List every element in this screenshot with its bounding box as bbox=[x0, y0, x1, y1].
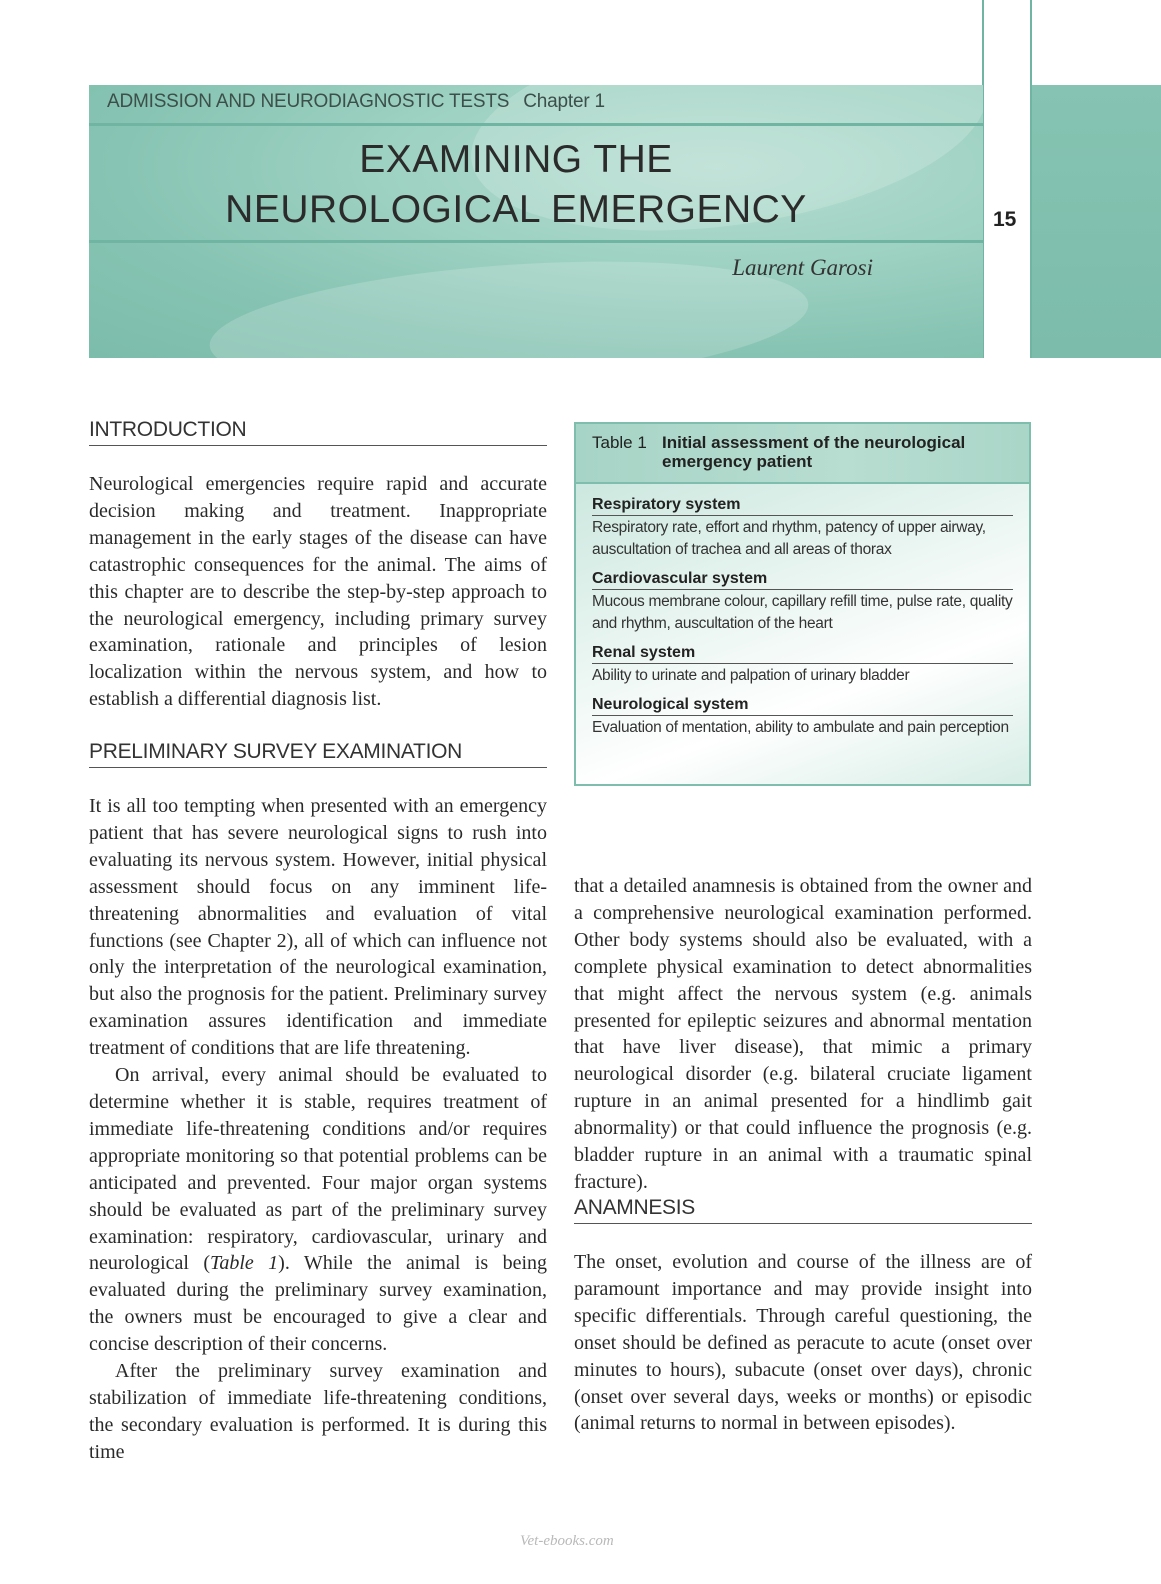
preliminary-continuation bbox=[574, 873, 1032, 1196]
table-row-heading: Neurological system bbox=[592, 692, 1013, 716]
assessment-table bbox=[574, 422, 1031, 786]
author-name: Laurent Garosi bbox=[732, 255, 873, 280]
paragraph: It is all too tempting when presented with an emergency patient that has severe neurological signs to rush into evaluating its nervous system. However, initial physical assessment should focus on any imminent life-threatening abnormalities and evaluation of vital functions (see Chapter 2), all of which can influence not only the interpretation of the neurological examination, but also the prognosis for the patient. Preliminary survey examination assures identification and immediate treatment of conditions that are life threatening. bbox=[89, 795, 547, 1060]
banner-texture bbox=[206, 244, 813, 358]
table-label: Table 1 bbox=[592, 433, 647, 452]
banner-rule bbox=[89, 123, 983, 126]
table-reference[interactable]: Table 1 bbox=[210, 1252, 279, 1275]
table-row-heading: Cardiovascular system bbox=[592, 566, 1013, 590]
paragraph: After the preliminary survey examination and stabilization of immediate life-threatening conditions, the secondary evaluation is performed. It is during this time bbox=[89, 1360, 547, 1463]
paragraph: that a detailed anamnesis is obtained from the owner and a comprehensive neurological examination performed. Other body systems should also be evaluated, with a complete physical examination to detect abnormalities that might affect the nervous system (e.g. animals presented for epileptic seizures and abnormal mentation that have liver disease), that mimic a primary neurological disorder (e.g. bilateral cruciate ligament rupture in an animal presented for a hindlimb gait abnormality) or that could influence the prognosis (e.g. bladder rupture in an animal with a traumatic spinal fracture). bbox=[574, 875, 1032, 1193]
table-row-heading: Renal system bbox=[592, 640, 1013, 664]
table-row-text: Ability to urinate and palpation of urinary bladder bbox=[592, 667, 910, 684]
paragraph: The onset, evolution and course of the illness are of paramount importance and may provide insight into specific differentials. Through careful questioning, the onset should be defined as peracute to acute (onset over minutes to hours), subacute (onset over days), chronic (onset over several days, weeks or months) or episodic (animal returns to normal in between episodes). bbox=[574, 1251, 1032, 1435]
chapter-title bbox=[89, 135, 943, 235]
paragraph-text: ). While the animal is being evaluated during the preliminary survey examination, the owners must be encouraged to give a clear and concise description of their concerns. bbox=[89, 1252, 547, 1356]
chapter-title-line: NEUROLOGICAL EMERGENCY bbox=[225, 188, 807, 231]
table-row-text: Mucous membrane colour, capillary refill time, pulse rate, quality and rhythm, auscultation of the heart bbox=[592, 593, 1013, 632]
anamnesis-body bbox=[574, 1249, 1032, 1437]
banner-tab bbox=[1032, 85, 1161, 358]
table-row-heading: Respiratory system bbox=[592, 492, 1013, 516]
preliminary-body bbox=[89, 793, 547, 1466]
section-heading-preliminary: PRELIMINARY SURVEY EXAMINATION bbox=[89, 740, 547, 768]
table-title: Initial assessment of the neurological emergency patient bbox=[662, 433, 966, 471]
running-head-section: ADMISSION AND NEURODIAGNOSTIC TESTS bbox=[107, 91, 510, 112]
paragraph-text: On arrival, every animal should be evaluated to determine whether it is stable, requires treatment of immediate life-threatening conditions and/or requires appropriate monitoring so that potential problems can be anticipated and prevented. Four major organ systems should be evaluated as part of the preliminary survey examination: respiratory, cardiovascular, urinary and neurological ( bbox=[89, 1064, 547, 1275]
table-row-text: Respiratory rate, effort and rhythm, patency of upper airway, auscultation of trachea and all areas of thorax bbox=[592, 519, 986, 558]
chapter-title-line: EXAMINING THE bbox=[359, 138, 673, 181]
section-heading-anamnesis: ANAMNESIS bbox=[574, 1196, 1032, 1224]
paragraph: Neurological emergencies require rapid and accurate decision making and treatment. Inappropriate management in the early stages of the disease can have catastrophic consequences for the animal. The aims of this chapter are to describe the step-by-step approach to the neurological emergency, including primary survey examination, rationale and principles of lesion localization within the nervous system, and how to establish a differential diagnosis list. bbox=[89, 473, 547, 711]
running-head bbox=[107, 91, 605, 113]
table-caption bbox=[576, 424, 1029, 484]
section-heading-introduction: INTRODUCTION bbox=[89, 418, 547, 446]
running-head-chapter: Chapter 1 bbox=[523, 91, 605, 112]
chapter-banner bbox=[89, 85, 983, 358]
table-body bbox=[576, 484, 1029, 742]
introduction-body bbox=[89, 471, 547, 713]
paragraph bbox=[89, 1062, 547, 1358]
watermark-logo: Vet-ebooks.com bbox=[520, 1533, 614, 1549]
table-row-text: Evaluation of mentation, ability to ambulate and pain perception bbox=[592, 719, 1009, 736]
banner-rule bbox=[89, 240, 983, 243]
page-number: 15 bbox=[993, 208, 1017, 231]
